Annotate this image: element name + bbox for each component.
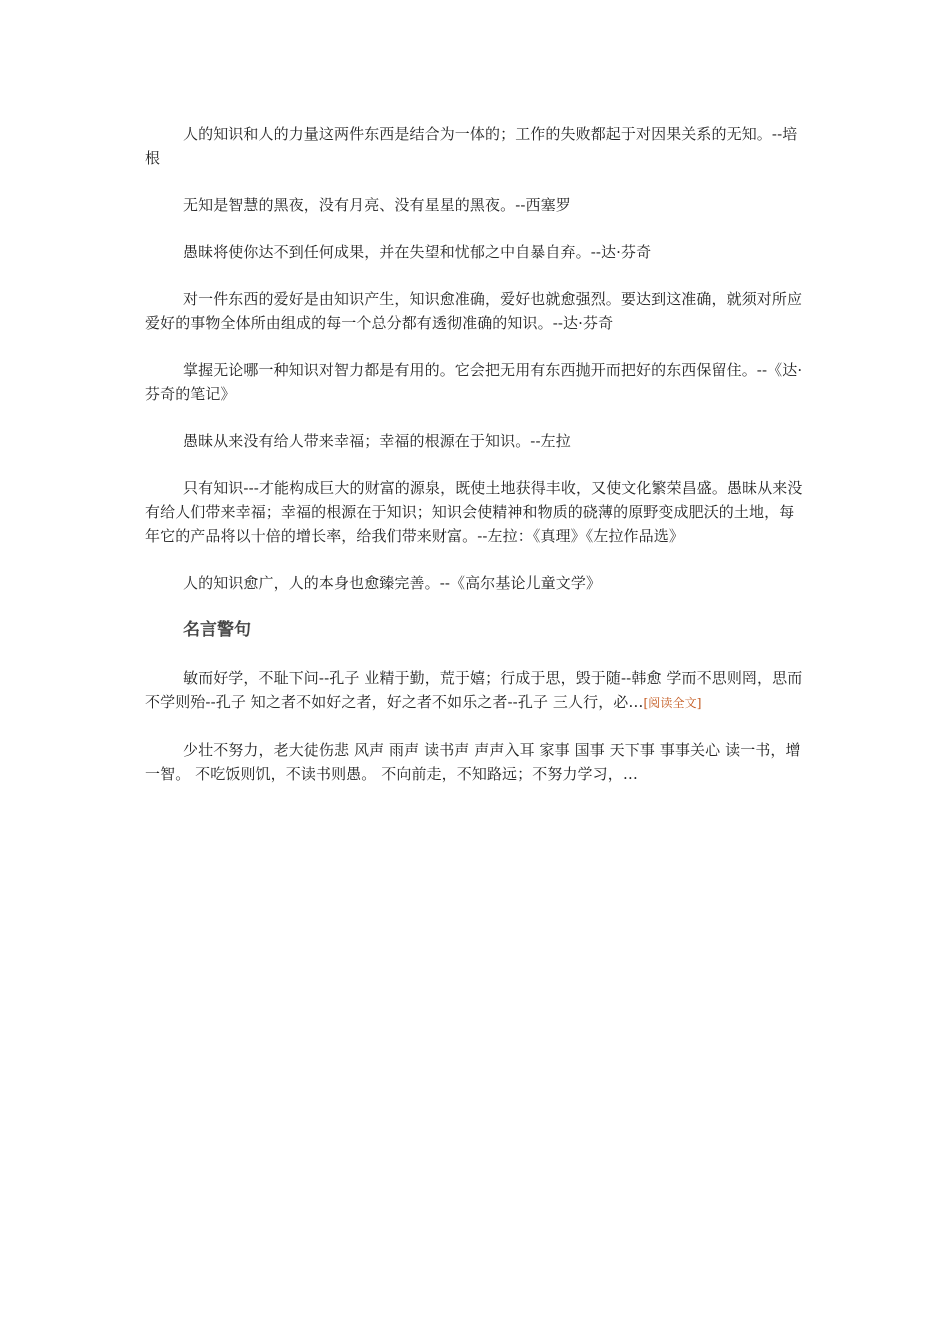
quote-paragraph: 愚昧将使你达不到任何成果，并在失望和忧郁之中自暴自弃。--达·芬奇: [183, 243, 652, 261]
quote-paragraph: 掌握无论哪一种知识对智力都是有用的。它会把无用有东西抛开而把好的东西保留住。--《达·芬奇的笔记》: [145, 361, 803, 403]
quote-paragraph: 只有知识---才能构成巨大的财富的源泉，既使土地获得丰收，又使文化繁荣昌盛。愚昧从来没有给人们带来幸福；幸福的根源在于知识；知识会使精神和物质的硗薄的原野变成肥沃的土地，每年它的产品将以十倍的增长率，给我们带来财富。--左拉：《真理》《左拉作品选》: [145, 479, 803, 545]
section-heading: 名言警句: [183, 620, 251, 640]
excerpt-paragraph: [145, 666, 807, 715]
excerpt-paragraph: 少壮不努力，老大徒伤悲 风声 雨声 读书声 声声入耳 家事 国事 天下事 事事关心 读一书，增一智。 不吃饭则饥，不读书则愚。 不向前走，不知路远；不努力学习，…: [145, 741, 801, 783]
quote-paragraph: 愚昧从来没有给人带来幸福；幸福的根源在于知识。--左拉: [183, 432, 571, 450]
quote-paragraph: 人的知识愈广，人的本身也愈臻完善。--《高尔基论儿童文学》: [183, 574, 602, 592]
excerpt-text: 敏而好学，不耻下问--孔子 业精于勤，荒于嬉；行成于思，毁于随--韩愈 学而不思则罔，思而不学则殆--孔子 知之者不如好之者，好之者不如乐之者--孔子 三人行，必…: [145, 669, 803, 711]
quote-paragraph: 无知是智慧的黑夜，没有月亮、没有星星的黑夜。--西塞罗: [183, 196, 571, 214]
document-body: [145, 122, 807, 809]
read-more-link[interactable]: [阅读全文]: [643, 696, 702, 710]
quote-paragraph: 对一件东西的爱好是由知识产生，知识愈准确，爱好也就愈强烈。要达到这准确，就须对所应爱好的事物全体所由组成的每一个总分都有透彻准确的知识。--达·芬奇: [145, 290, 803, 332]
quote-paragraph: 人的知识和人的力量这两件东西是结合为一体的；工作的失败都起于对因果关系的无知。--培根: [145, 125, 798, 167]
